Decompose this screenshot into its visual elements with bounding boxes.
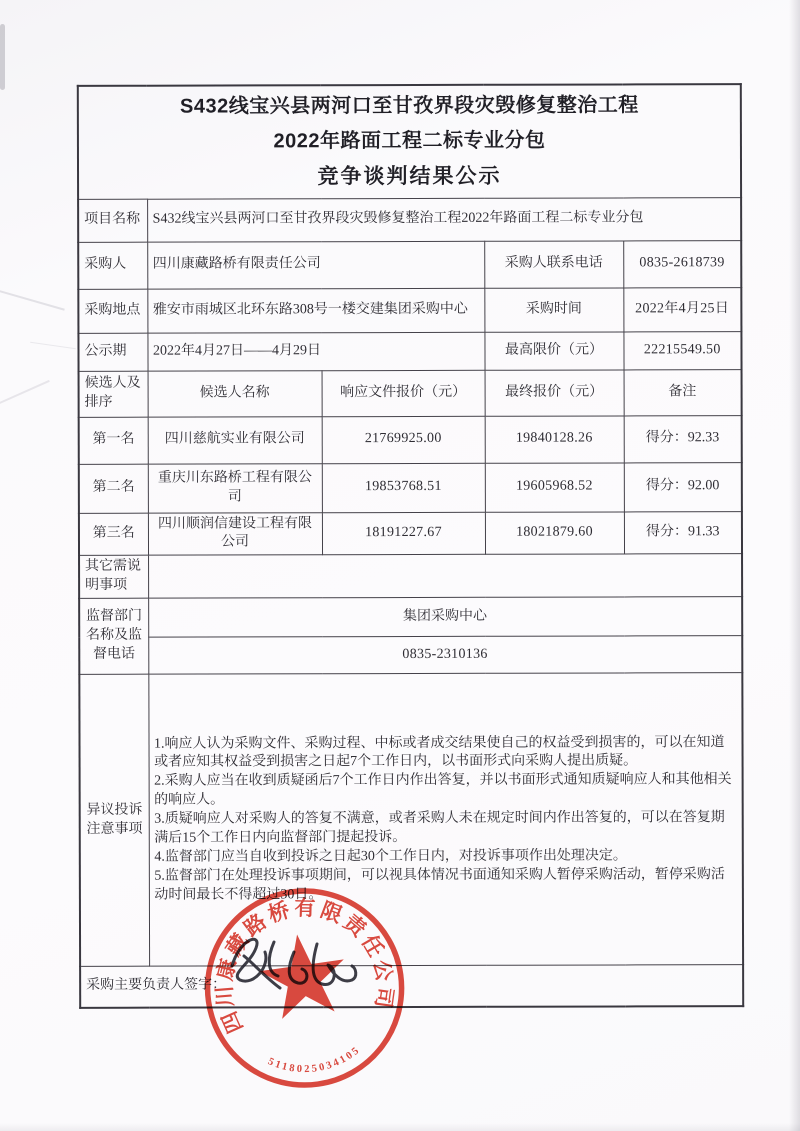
title-line-2: 2022年路面工程二标专业分包 — [273, 129, 546, 153]
max-price-value: 22215549.50 — [623, 331, 741, 369]
candidate-final-price: 19605968.52 — [485, 462, 624, 511]
purchase-time-value: 2022年4月25日 — [623, 287, 741, 331]
scan-streak-artifact — [0, 24, 5, 90]
candidate-name: 四川顺润信建设工程有限公司 — [148, 512, 322, 555]
candidate-name: 重庆川东路桥工程有限公司 — [148, 463, 322, 512]
scan-edge-shadow — [0, 1123, 800, 1131]
candidate-final-price: 18021879.60 — [485, 511, 624, 554]
purchaser-phone-label: 采购人联系电话 — [484, 240, 623, 287]
candidate-final-price: 19840128.26 — [485, 415, 624, 462]
title-line-3: 竞争谈判结果公示 — [317, 165, 502, 189]
location-label: 采购地点 — [78, 289, 147, 333]
candidate-note: 得分：92.33 — [624, 415, 742, 462]
signature-row-label: 采购主要负责人签字： — [80, 965, 743, 1008]
max-price-label: 最高限价（元） — [484, 331, 623, 369]
column-header-final: 最终报价（元） — [485, 369, 624, 415]
table-row — [79, 511, 742, 556]
scan-edge-shadow — [789, 0, 800, 1131]
project-name-value: S432线宝兴县两河口至甘孜界段灾毁修复整治工程2022年路面工程二标专业分包 — [147, 197, 741, 242]
candidate-note: 得分：91.33 — [624, 511, 742, 554]
supervision-label: 监督部门名称及监督电话 — [79, 598, 148, 674]
column-header-name: 候选人名称 — [148, 370, 322, 416]
purchaser-value: 四川康藏路桥有限责任公司 — [147, 241, 484, 289]
seal-registration-number: 5118025034105 — [266, 1044, 364, 1076]
candidate-rank: 第三名 — [79, 513, 148, 556]
column-header-note: 备注 — [624, 369, 742, 415]
candidate-name: 四川慈航实业有限公司 — [148, 416, 322, 463]
candidate-bid: 19853768.51 — [322, 463, 485, 512]
candidate-bid: 21769925.00 — [322, 416, 485, 463]
objection-item-3: 3.质疑响应人对采购人的答复不满意，或者采购人未在规定时间内作出答复的，可以在答复期满后15个工作日内向监督部门提起投诉。 — [154, 810, 725, 846]
supervision-department: 集团采购中心 — [148, 597, 742, 638]
announcement-table — [77, 83, 744, 1008]
publicity-period-value: 2022年4月27日——4月29日 — [147, 332, 484, 371]
other-notes-label: 其它需说明事项 — [79, 555, 148, 598]
paper-crease-artifact — [0, 287, 65, 310]
other-notes-value — [148, 554, 742, 598]
seal-star-icon — [255, 929, 351, 1022]
project-name-label: 项目名称 — [78, 199, 147, 242]
supervision-phone: 0835-2310136 — [148, 636, 742, 675]
purchaser-label: 采购人 — [78, 242, 147, 289]
objection-label: 异议投诉注意事项 — [79, 674, 149, 966]
purchase-time-label: 采购时间 — [484, 287, 623, 331]
publicity-period-label: 公示期 — [78, 333, 147, 371]
objection-item-2: 2.采购人应当在收到质疑函后7个工作日内作出答复，并以书面形式通知质疑响应人和其他相关的响应人。 — [154, 772, 732, 808]
company-seal-stamp — [175, 861, 435, 1121]
objection-item-4: 4.监督部门应当自收到投诉之日起30个工作日内，对投诉事项作出处理决定。 — [154, 848, 627, 865]
paper-crease-artifact — [0, 380, 50, 406]
candidate-rank: 第一名 — [79, 417, 148, 464]
column-header-rank: 候选人及排序 — [79, 371, 148, 417]
seal-company-name: 四川康藏路桥有限责任公司 — [211, 895, 398, 1037]
table-row — [79, 462, 742, 513]
title-line-1: S432线宝兴县两河口至甘孜界段灾毁修复整治工程 — [179, 94, 639, 118]
table-row — [79, 415, 742, 464]
candidates-header-row — [79, 369, 742, 417]
objection-item-5: 5.监督部门在处理投诉事项期间，可以视具体情况书面通知采购人暂停采购活动，暂停采购活动时间最长不得超过30日。 — [154, 866, 725, 903]
paper-crease-artifact — [30, 342, 76, 349]
column-header-bid: 响应文件报价（元） — [322, 370, 485, 416]
candidate-note: 得分：92.00 — [624, 462, 742, 511]
purchaser-phone-value: 0835-2618739 — [623, 240, 741, 287]
candidate-rank: 第二名 — [79, 464, 148, 513]
candidate-bid: 18191227.67 — [322, 512, 485, 555]
location-value: 雅安市雨城区北环东路308号一楼交建集团采购中心 — [147, 288, 484, 333]
objection-item-1: 1.响应人认为采购文件、采购过程、中标或者成交结果使自己的权益受到损害的，可以在知道或者应知其权益受到损害之日起7个工作日内，以书面形式向采购人提出质疑。 — [153, 734, 725, 771]
document-title-block — [78, 84, 741, 199]
